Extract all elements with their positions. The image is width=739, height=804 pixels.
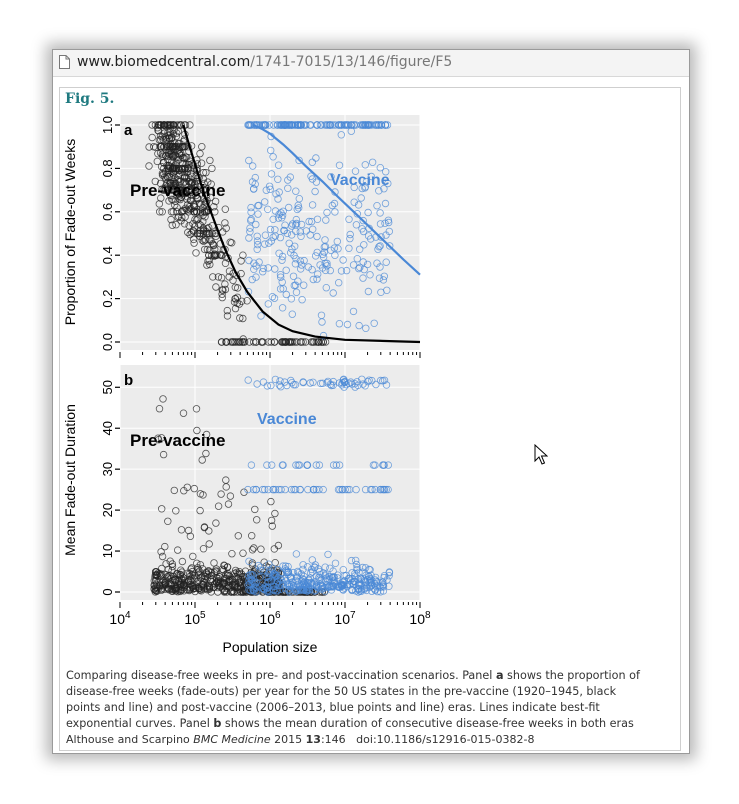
panel-a-prevaccine-label: Pre-vaccine — [130, 181, 226, 200]
mouse-cursor-icon — [534, 444, 548, 466]
citation — [66, 733, 534, 746]
citation-pages: :146 — [320, 733, 346, 746]
caption-line: points and line) and post-vaccine (2006–2013, blue points and line) eras. Lines indicate best-fit — [66, 701, 600, 714]
panel-a-vaccine-label: Vaccine — [330, 172, 390, 189]
page-content — [59, 87, 681, 751]
y-tick-label: 0.0 — [100, 332, 115, 352]
figure-caption — [66, 668, 676, 732]
panel-b-x-ticks — [109, 602, 431, 627]
panel-a-y-axis-label: Proportion of Fade-out Weeks — [62, 138, 78, 326]
y-tick-label: 50 — [100, 380, 115, 395]
x-tick-label: $10^5$ — [184, 610, 206, 627]
y-tick-label: 1.0 — [100, 115, 115, 135]
y-tick-label: 0.6 — [100, 202, 115, 221]
citation-doi[interactable]: doi:10.1186/s12916-015-0382-8 — [356, 733, 535, 746]
y-tick-label: 0.2 — [100, 289, 115, 308]
caption-text: Comparing disease-free weeks in pre- and post-vaccination scenarios. Panel — [66, 669, 496, 682]
caption-text: exponential curves. Panel — [66, 717, 214, 730]
x-tick-label: $10^8$ — [409, 610, 431, 627]
panel-a-y-ticks — [100, 116, 120, 351]
caption-text: shows the proportion of — [503, 669, 640, 682]
citation-volume: 13 — [305, 733, 321, 746]
y-tick-label: 0.4 — [100, 246, 115, 265]
y-tick-label: 20 — [100, 502, 115, 518]
y-tick-label: 40 — [100, 420, 115, 436]
caption-bold: b — [213, 717, 222, 730]
panel-a-letter: a — [124, 122, 133, 139]
y-tick-label: 0 — [100, 588, 115, 596]
y-tick-label: 10 — [100, 543, 115, 559]
citation-journal: BMC Medicine — [193, 733, 271, 746]
y-tick-label: 30 — [100, 461, 115, 477]
panel-b-y-ticks — [100, 380, 120, 596]
citation-authors: Althouse and Scarpino — [66, 733, 194, 746]
y-tick-label: 0.8 — [100, 159, 115, 178]
x-axis-label: Population size — [222, 639, 318, 655]
x-tick-label: $10^7$ — [334, 610, 356, 627]
panel-a-x-ticks — [120, 352, 420, 358]
url-domain: www.biomedcentral.com — [77, 54, 251, 70]
caption-text: shows the mean duration of consecutive disease-free weeks in both eras — [221, 717, 634, 730]
url-path: /1741-7015/13/146/figure/F5 — [250, 54, 453, 70]
page-icon — [59, 55, 70, 69]
caption-line: disease-free weeks (fade-outs) per year for the 50 US states in the pre-vaccine (1920–1945, black — [66, 685, 617, 698]
figure-label: Fig. 5. — [65, 91, 115, 107]
panel-b-y-axis-label: Mean Fade-out Duration — [62, 404, 78, 556]
panel-b-vaccine-label: Vaccine — [257, 411, 317, 428]
address-bar[interactable] — [53, 50, 689, 77]
citation-year: 2015 — [270, 733, 306, 746]
x-tick-label: $10^6$ — [259, 610, 281, 627]
x-tick-label: $10^4$ — [109, 610, 131, 627]
url-text[interactable] — [77, 54, 452, 70]
caption-bold: a — [495, 669, 504, 682]
figure-chart — [60, 110, 440, 660]
caption-line — [66, 668, 676, 684]
panel-b-letter: b — [124, 372, 134, 389]
caption-line — [66, 716, 676, 732]
panel-b-prevaccine-label: Pre-vaccine — [130, 431, 226, 450]
browser-window — [52, 49, 690, 754]
